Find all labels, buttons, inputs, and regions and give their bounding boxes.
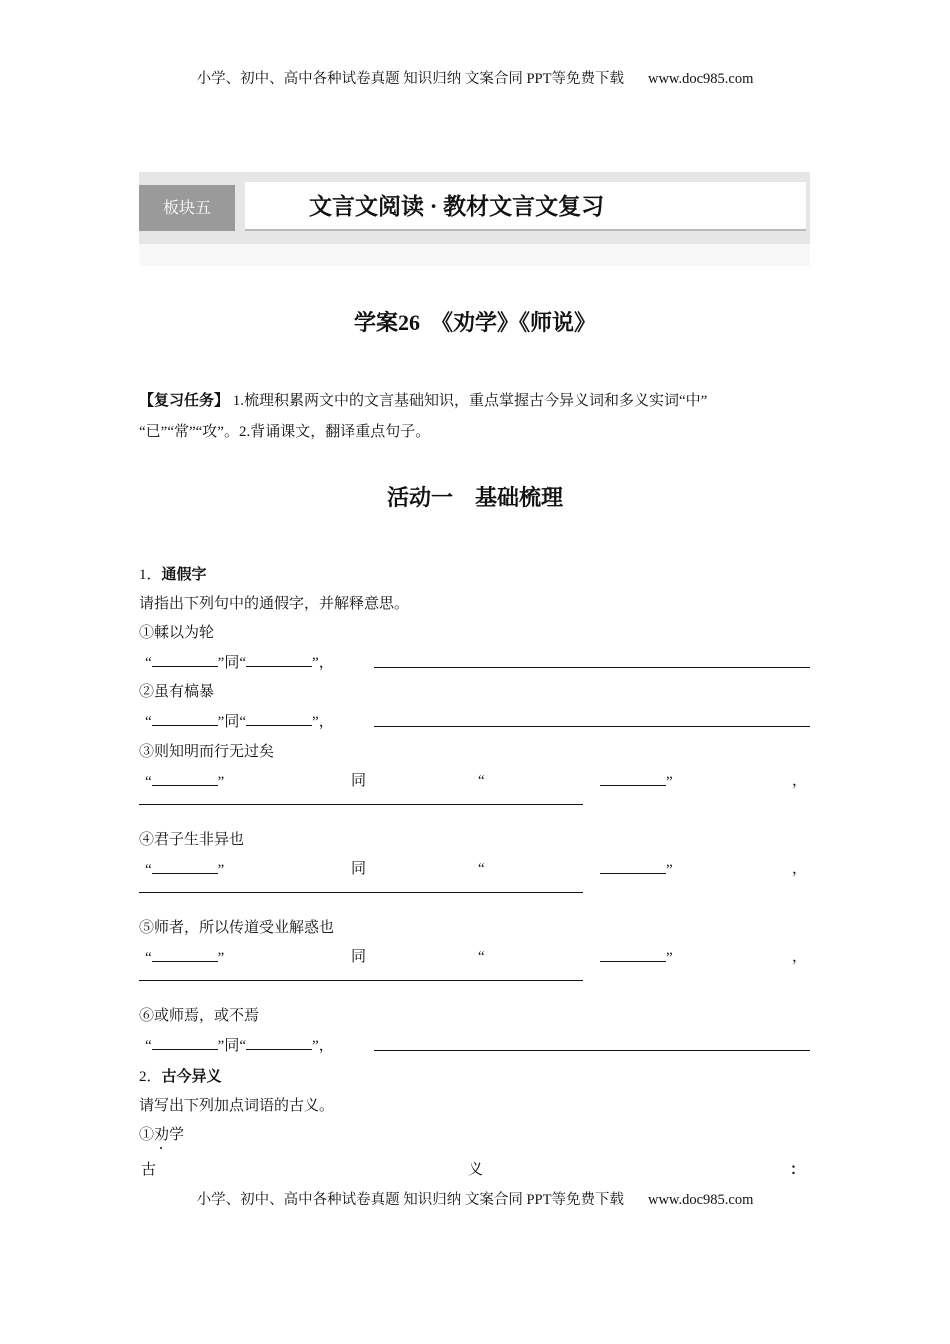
answer-group-1 [145, 771, 224, 792]
task-text-1: 1.梳理积累两文中的文言基础知识，重点掌握古今异义词和多义实词“中” [232, 393, 708, 409]
item-sentence: ③则知明而行无过矣 [139, 744, 275, 760]
comma-end [792, 859, 807, 879]
open-quote: “ [145, 1038, 152, 1054]
part1-title: 通假字 [161, 565, 207, 583]
close-quote: ” [217, 950, 225, 966]
open-quote: “ [145, 655, 152, 671]
explanation-blank[interactable] [139, 892, 583, 893]
open-quote: “ [239, 655, 247, 671]
tong-label: 同 [224, 1038, 240, 1054]
answer-blank[interactable] [600, 859, 666, 874]
open-quote: “ [145, 714, 152, 730]
comma: ， [318, 655, 334, 671]
part2-title: 古今异义 [161, 1067, 222, 1085]
open-quote-2 [478, 771, 485, 791]
close-quote: ” [217, 774, 225, 790]
page-footer [0, 1190, 950, 1210]
open-quote: “ [239, 1038, 247, 1054]
tong-label: 同 [351, 773, 367, 789]
footer-url: www.doc985.com [647, 1192, 754, 1208]
task-text-2: “已”“常”“攻”。2.背诵课文，翻译重点句子。 [139, 424, 431, 440]
part2-instruction: 请写出下列加点词语的古义。 [139, 1098, 335, 1114]
section-label: 板块五 [139, 185, 235, 231]
page-title: 学案26 《劝学》《师说》 [353, 310, 596, 335]
answer-blank[interactable] [152, 771, 218, 786]
part2-heading [139, 1066, 222, 1087]
open-quote: “ [478, 861, 485, 877]
part1-heading [139, 564, 207, 585]
explanation-blank[interactable] [139, 804, 583, 805]
item-sentence: ②虽有槁暴 [139, 684, 215, 700]
answer-blank[interactable] [600, 771, 666, 786]
yi-label: 义 [468, 1162, 484, 1178]
open-quote: “ [145, 774, 152, 790]
tong-label: 同 [224, 655, 240, 671]
footer-text: 小学、初中、高中各种试卷真题 知识归纳 文案合同 PPT等免费下载 [196, 1192, 624, 1208]
answer-group-1 [145, 859, 224, 880]
banner-title: 文言文阅读 · 教材文言文复习 [245, 182, 806, 231]
close-quote: ” [217, 655, 225, 671]
answer-blank[interactable] [152, 652, 218, 667]
item-sentence: ⑤师者，所以传道受业解惑也 [139, 920, 335, 936]
tong [351, 771, 366, 791]
item-number: ① [139, 1127, 155, 1143]
answer-group-1 [145, 947, 224, 968]
close-quote: ” [312, 714, 319, 730]
answer-blank[interactable] [600, 947, 666, 962]
answer-group-2 [600, 947, 673, 968]
open-quote-2 [478, 859, 485, 879]
item-text: 学 [169, 1127, 185, 1143]
open-quote-2 [478, 947, 485, 967]
open-quote: “ [478, 773, 485, 789]
colon: ： [790, 1162, 806, 1178]
item-sentence: ④君子生非异也 [139, 832, 245, 848]
item-sentence: ①輮以为轮 [139, 625, 215, 641]
tong-label: 同 [351, 861, 367, 877]
explanation-blank[interactable] [374, 1050, 810, 1051]
close-quote: ” [217, 862, 225, 878]
tong-label: 同 [224, 714, 240, 730]
answer-blank[interactable] [152, 1035, 218, 1050]
answer-row [145, 1035, 334, 1056]
task-label: 【复习任务】 [139, 391, 230, 409]
close-quote: ” [217, 714, 225, 730]
answer-blank[interactable] [152, 859, 218, 874]
explanation-blank[interactable] [374, 667, 810, 668]
close-quote: ” [666, 862, 673, 878]
open-quote: “ [478, 949, 485, 965]
comma: ， [318, 714, 334, 730]
answer-group-2 [600, 771, 673, 792]
close-quote: ” [666, 774, 673, 790]
comma: ， [792, 773, 808, 789]
tong-label: 同 [351, 949, 367, 965]
banner-shadow [139, 244, 810, 266]
answer-blank[interactable] [246, 711, 312, 726]
answer-row [145, 652, 334, 673]
close-quote: ” [312, 1038, 319, 1054]
answer-blank[interactable] [246, 652, 312, 667]
comma: ， [792, 949, 808, 965]
part1-num: 1． [139, 567, 162, 583]
explanation-blank[interactable] [374, 726, 810, 727]
open-quote: “ [145, 950, 152, 966]
tong [351, 947, 366, 967]
comma: ， [318, 1038, 334, 1054]
answer-blank[interactable] [152, 947, 218, 962]
answer-blank[interactable] [152, 711, 218, 726]
part1-instruction: 请指出下列句中的通假字，并解释意思。 [139, 596, 410, 612]
dotted-word: 劝 [154, 1127, 170, 1143]
close-quote: ” [217, 1038, 225, 1054]
comma-end [792, 947, 807, 967]
open-quote: “ [239, 714, 247, 730]
activity-heading: 活动一 基础梳理 [386, 485, 563, 510]
tong [351, 859, 366, 879]
comma-end [792, 771, 807, 791]
item-sentence: ⑥或师焉，或不焉 [139, 1008, 260, 1024]
header-text: 小学、初中、高中各种试卷真题 知识归纳 文案合同 PPT等免费下载 [196, 71, 624, 87]
open-quote: “ [145, 862, 152, 878]
part2-num: 2． [139, 1069, 162, 1085]
header-url: www.doc985.com [647, 71, 754, 87]
explanation-blank[interactable] [139, 980, 583, 981]
answer-group-2 [600, 859, 673, 880]
answer-row [145, 711, 334, 732]
part2-item-1 [139, 1125, 184, 1145]
close-quote: ” [666, 950, 673, 966]
task-line-1 [139, 390, 707, 411]
gu-label: 古 [141, 1162, 157, 1178]
answer-blank[interactable] [246, 1035, 312, 1050]
close-quote: ” [312, 655, 319, 671]
page-header [0, 69, 950, 89]
comma: ， [792, 861, 808, 877]
